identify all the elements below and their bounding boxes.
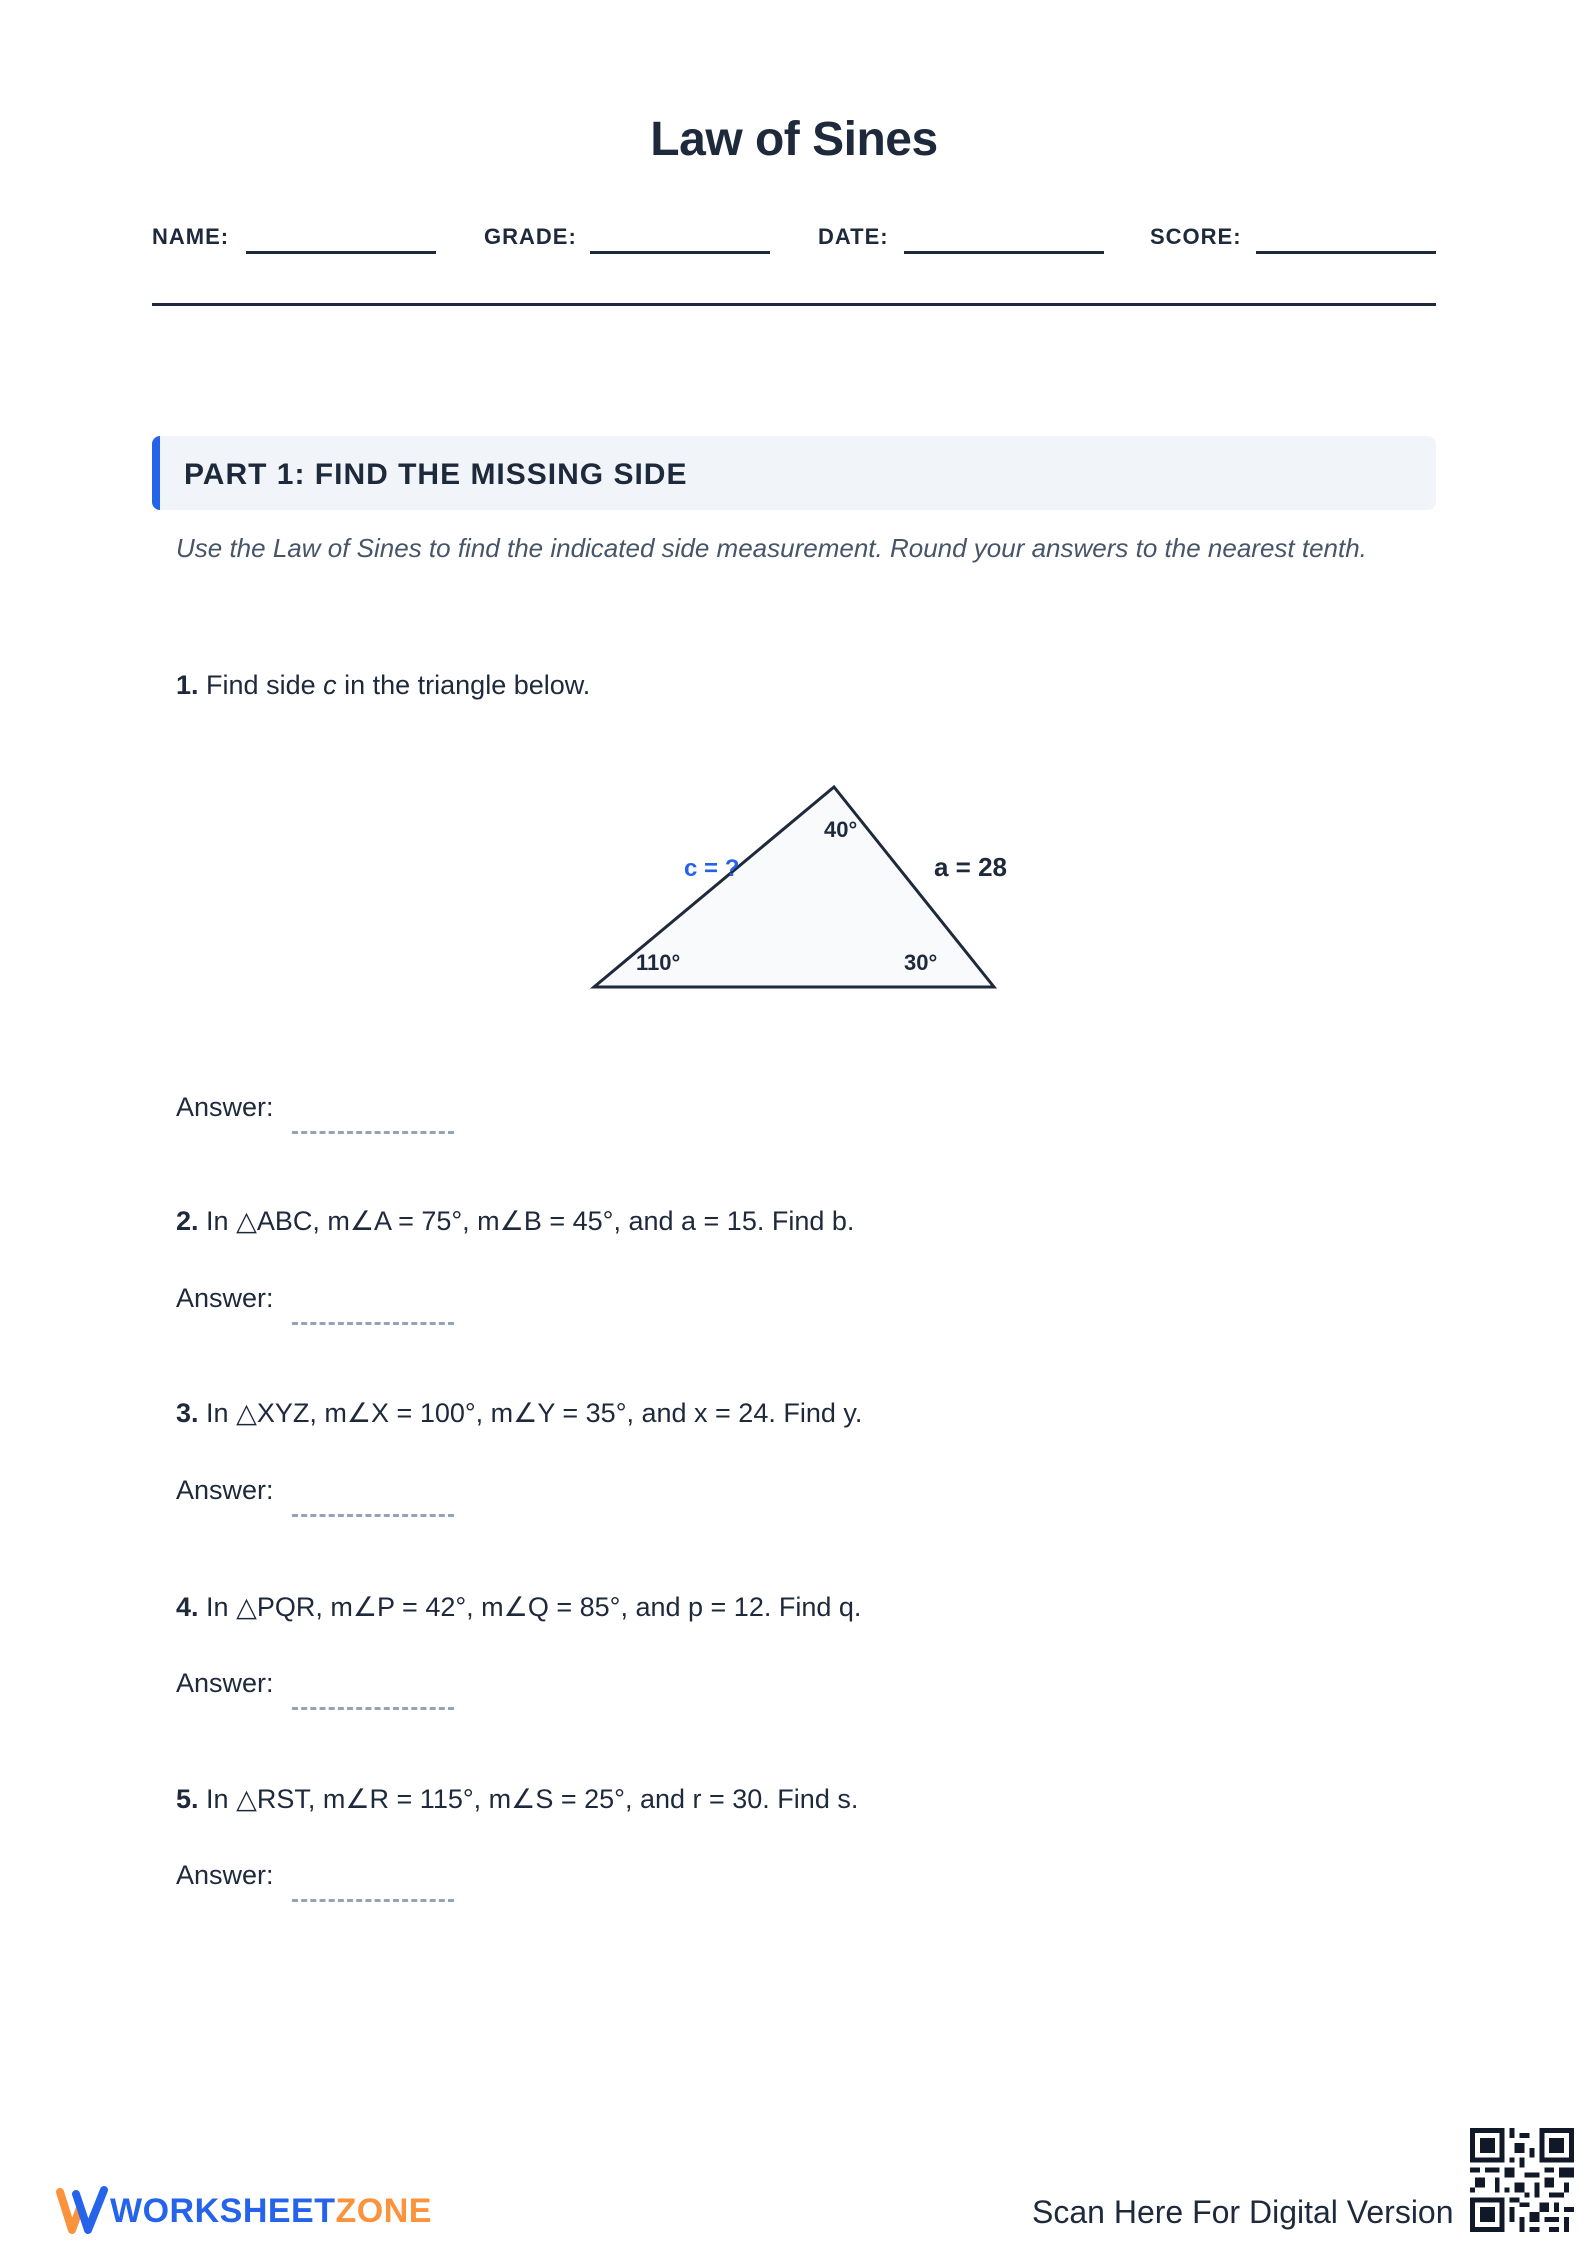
answer-label-2: Answer: — [176, 1283, 274, 1313]
question-number: 3. — [176, 1398, 199, 1428]
answer-label-3: Answer: — [176, 1475, 274, 1505]
answer-label-5: Answer: — [176, 1860, 274, 1890]
question-5 — [176, 1784, 858, 1815]
brand-part-1: WORKSHEET — [110, 2192, 336, 2230]
question-variable: c — [323, 670, 337, 700]
grade-label: GRADE: — [484, 224, 577, 249]
worksheetzone-logo-icon[interactable] — [56, 2184, 108, 2236]
question-text: In △PQR, m∠P = 42°, m∠Q = 85°, and p = 12. Find q. — [206, 1592, 862, 1622]
answer-field-5[interactable] — [292, 1899, 454, 1902]
answer-label-1: Answer: — [176, 1092, 274, 1122]
page-title: Law of Sines — [650, 113, 938, 166]
score-field[interactable] — [1256, 251, 1436, 254]
answer-field-1[interactable] — [292, 1131, 454, 1134]
question-text: In △ABC, m∠A = 75°, m∠B = 45°, and a = 15. Find b. — [206, 1206, 855, 1236]
question-number: 5. — [176, 1784, 199, 1814]
answer-label-4: Answer: — [176, 1668, 274, 1698]
section-header — [152, 436, 1436, 510]
section-title: PART 1: FIND THE MISSING SIDE — [184, 458, 688, 491]
brand-name[interactable] — [110, 2192, 432, 2231]
angle-top-label: 40° — [824, 817, 858, 842]
answer-field-2[interactable] — [292, 1322, 454, 1325]
score-label: SCORE: — [1150, 224, 1242, 249]
brand-part-2: ZONE — [335, 2192, 432, 2230]
question-text: In △RST, m∠R = 115°, m∠S = 25°, and r = 30. Find s. — [206, 1784, 859, 1814]
header-divider — [152, 303, 1436, 306]
qr-code-icon[interactable] — [1470, 2128, 1574, 2232]
date-field[interactable] — [904, 251, 1104, 254]
question-4 — [176, 1592, 861, 1623]
date-label: DATE: — [818, 224, 889, 249]
answer-field-3[interactable] — [292, 1514, 454, 1517]
grade-field[interactable] — [590, 251, 770, 254]
scan-caption: Scan Here For Digital Version — [1032, 2194, 1454, 2230]
question-1 — [176, 670, 590, 701]
side-a-label: a = 28 — [934, 852, 1008, 882]
question-text: In △XYZ, m∠X = 100°, m∠Y = 35°, and x = 24. Find y. — [206, 1398, 863, 1428]
question-text: in the triangle below. — [336, 670, 591, 700]
question-number: 1. — [176, 670, 199, 700]
instructions: Use the Law of Sines to find the indicated side measurement. Round your answers to the nearest tenth. — [176, 533, 1367, 563]
angle-right-label: 30° — [904, 950, 938, 975]
side-c-label: c = ? — [684, 855, 740, 882]
name-field[interactable] — [246, 251, 436, 254]
triangle-diagram — [580, 770, 1040, 1000]
question-number: 4. — [176, 1592, 199, 1622]
question-text: Find side — [206, 670, 324, 700]
question-2 — [176, 1206, 854, 1237]
question-number: 2. — [176, 1206, 199, 1236]
angle-left-label: 110° — [636, 950, 681, 975]
name-label: NAME: — [152, 224, 230, 249]
question-3 — [176, 1398, 862, 1429]
answer-field-4[interactable] — [292, 1707, 454, 1710]
